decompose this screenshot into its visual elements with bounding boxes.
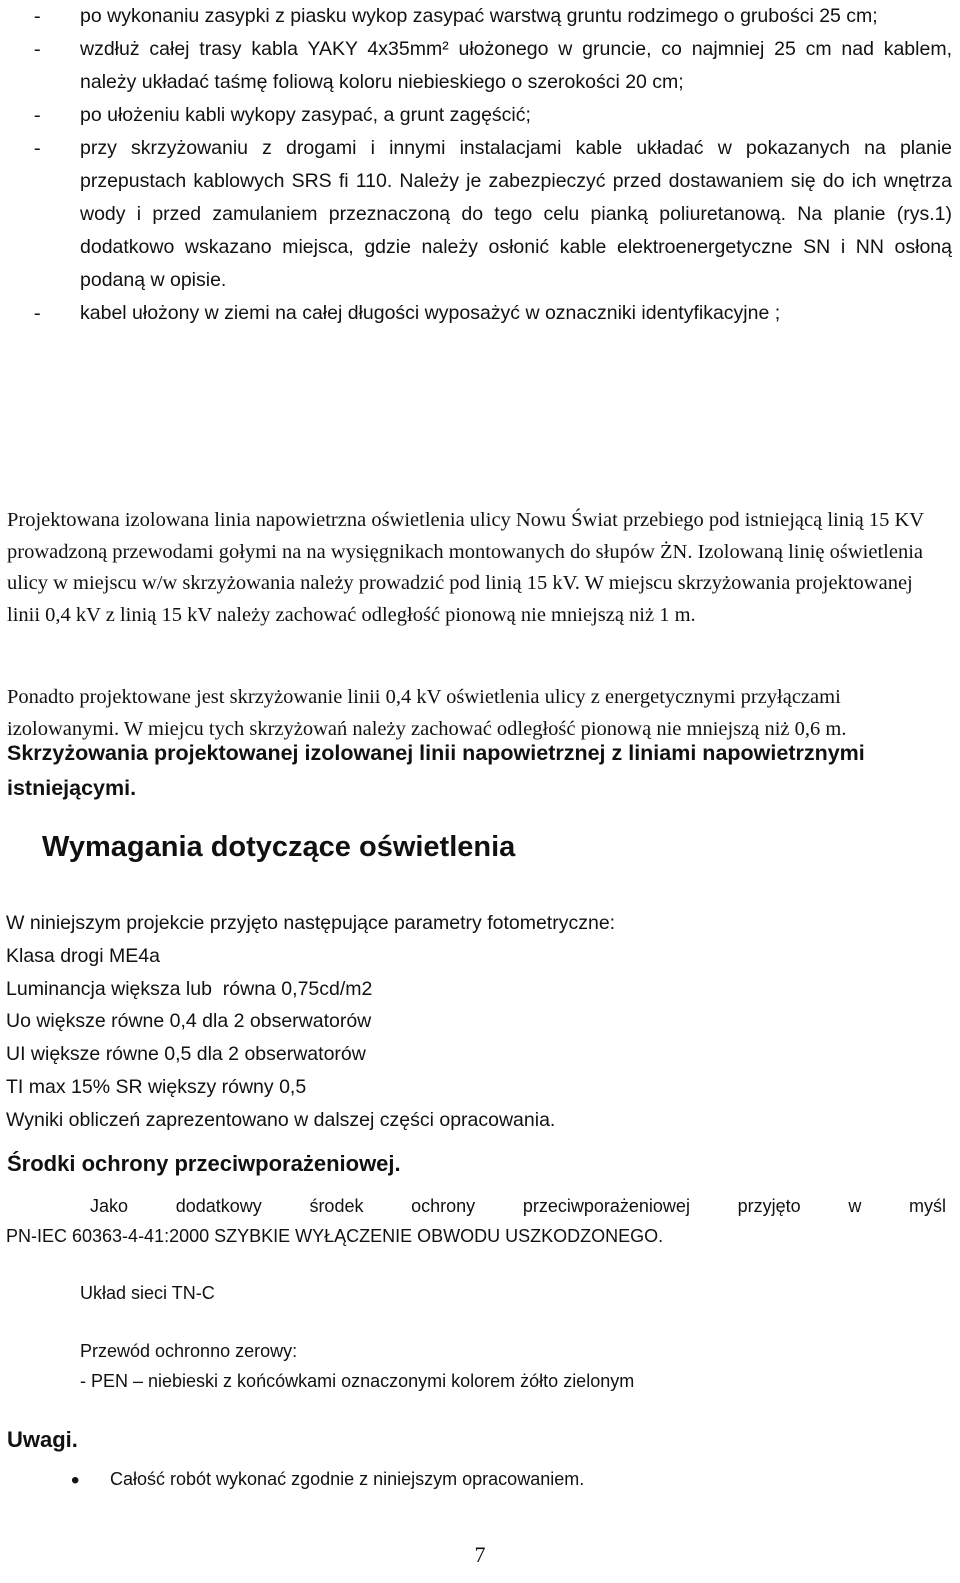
shock-protection-line-2: PN-IEC 60363-4-41:2000 SZYBKIE WYŁĄCZENIE OBWODU USZKODZONEGO. <box>6 1226 664 1246</box>
photometry-list <box>6 907 615 1137</box>
lighting-heading: Wymagania dotyczące oświetlenia <box>42 831 516 863</box>
list-item-text: przy skrzyżowaniu z drogami i innymi instalacjami kable układać w pokazanych na planie przepustach kablowych SRS fi 110. Należy je zabezpieczyć przed dostawaniem się do ich wnętrza wody i przed zamulaniem przeznaczoną do tego celu pianką poliuretanową. Na planie (rys.1) dodatkowo wskazano miejsca, gdzie należy osłonić kable elektroenergetyczne SN i NN osłoną podaną w opisie. <box>80 137 952 291</box>
list-item <box>34 132 952 297</box>
shock-word: ochrony <box>411 1196 476 1216</box>
list-item <box>34 33 952 99</box>
list-item-text: kabel ułożony w ziemi na całej długości wyposażyć w oznaczniki identyfikacyjne ; <box>80 302 781 324</box>
photometry-line: TI max 15% SR większy równy 0,5 <box>6 1075 307 1098</box>
photometry-line: W niniejszym projekcie przyjęto następujące parametry fotometryczne: <box>6 912 616 934</box>
photometry-line: UI większe równe 0,5 dla 2 obserwatorów <box>6 1043 366 1066</box>
shock-word: przeciwporażeniowej <box>522 1196 690 1216</box>
crossing-paragraph-2: Ponadto projektowane jest skrzyżowanie linii 0,4 kV oświetlenia ulicy z energetycznymi przyłączami izolowanymi. W miejcu tych skrzyżowań należy zachować odległość pionową nie mniejszą niż 0,6 m. <box>7 686 847 740</box>
list-item-text: po ułożeniu kabli wykopy zasypać, a grunt zagęścić; <box>80 104 531 126</box>
network-type: Układ sieci TN-C <box>80 1283 215 1303</box>
page-number: 7 <box>474 1542 486 1567</box>
shock-word: dodatkowy <box>175 1196 262 1216</box>
dash-bullet: - <box>34 303 41 324</box>
list-item <box>34 99 952 132</box>
conductor-label: Przewód ochronno zerowy: <box>80 1341 298 1361</box>
list-item <box>34 297 952 330</box>
photometry-line: Luminancja większa lub równa 0,75cd/m2 <box>6 977 373 1000</box>
shock-word: przyjęto <box>737 1196 801 1216</box>
photometry-line: Klasa drogi ME4a <box>6 944 160 967</box>
notes-heading: Uwagi. <box>7 1427 78 1452</box>
crossing-paragraph-1: Projektowana izolowana linia napowietrzna oświetlenia ulicy Nowu Świat przebiego pod istniejącą linią 15 KV prowadzoną przewodami gołymi na na wysięgnikach montowanych do słupów ŻN. Izolowaną linię oświetlenia ulicy w miejscu w/w skrzyżowania należy prowadzić pod linią 15 kV. W miejscu skrzyżowania projektowanej linii 0,4 kV z linią 15 kV należy zachować odległość pionową nie mniejszą niż 1 m. <box>7 509 924 626</box>
dash-bullet: - <box>34 105 41 126</box>
installation-steps-list <box>34 0 952 330</box>
bullet-icon: • <box>71 1467 80 1494</box>
dash-bullet: - <box>34 39 41 60</box>
dash-bullet: - <box>34 138 41 159</box>
list-item-text: wzdłuż całej trasy kabla YAKY 4x35mm² ułożonego w gruncie, co najmniej 25 cm nad kablem, należy układać taśmę foliową koloru niebieskiego o szerokości 20 cm; <box>80 38 952 93</box>
shock-word: Jako <box>90 1196 129 1216</box>
shock-word: myśl <box>909 1196 946 1216</box>
photometry-line: Wyniki obliczeń zaprezentowano w dalszej części opracowania. <box>6 1108 556 1131</box>
list-item <box>34 0 952 33</box>
list-item-text: po wykonaniu zasypki z piasku wykop zasypać warstwą gruntu rodzimego o grubości 25 cm; <box>80 5 878 27</box>
pen-description: - PEN – niebieski z końcówkami oznaczonymi kolorem żółto zielonym <box>80 1371 635 1391</box>
notes-item-text: Całość robót wykonać zgodnie z niniejszym opracowaniem. <box>110 1469 585 1489</box>
shock-protection-line-1 <box>90 1196 946 1217</box>
photometry-line: Uo większe równe 0,4 dla 2 obserwatorów <box>6 1010 372 1033</box>
dash-bullet: - <box>34 6 41 27</box>
crossing-heading: Skrzyżowania projektowanej izolowanej linii napowietrznej z liniami napowietrznymi istniejącymi. <box>7 741 865 800</box>
shock-protection-heading: Środki ochrony przeciwporażeniowej. <box>7 1151 401 1176</box>
shock-word: w <box>848 1196 862 1216</box>
shock-word: środek <box>309 1196 364 1216</box>
